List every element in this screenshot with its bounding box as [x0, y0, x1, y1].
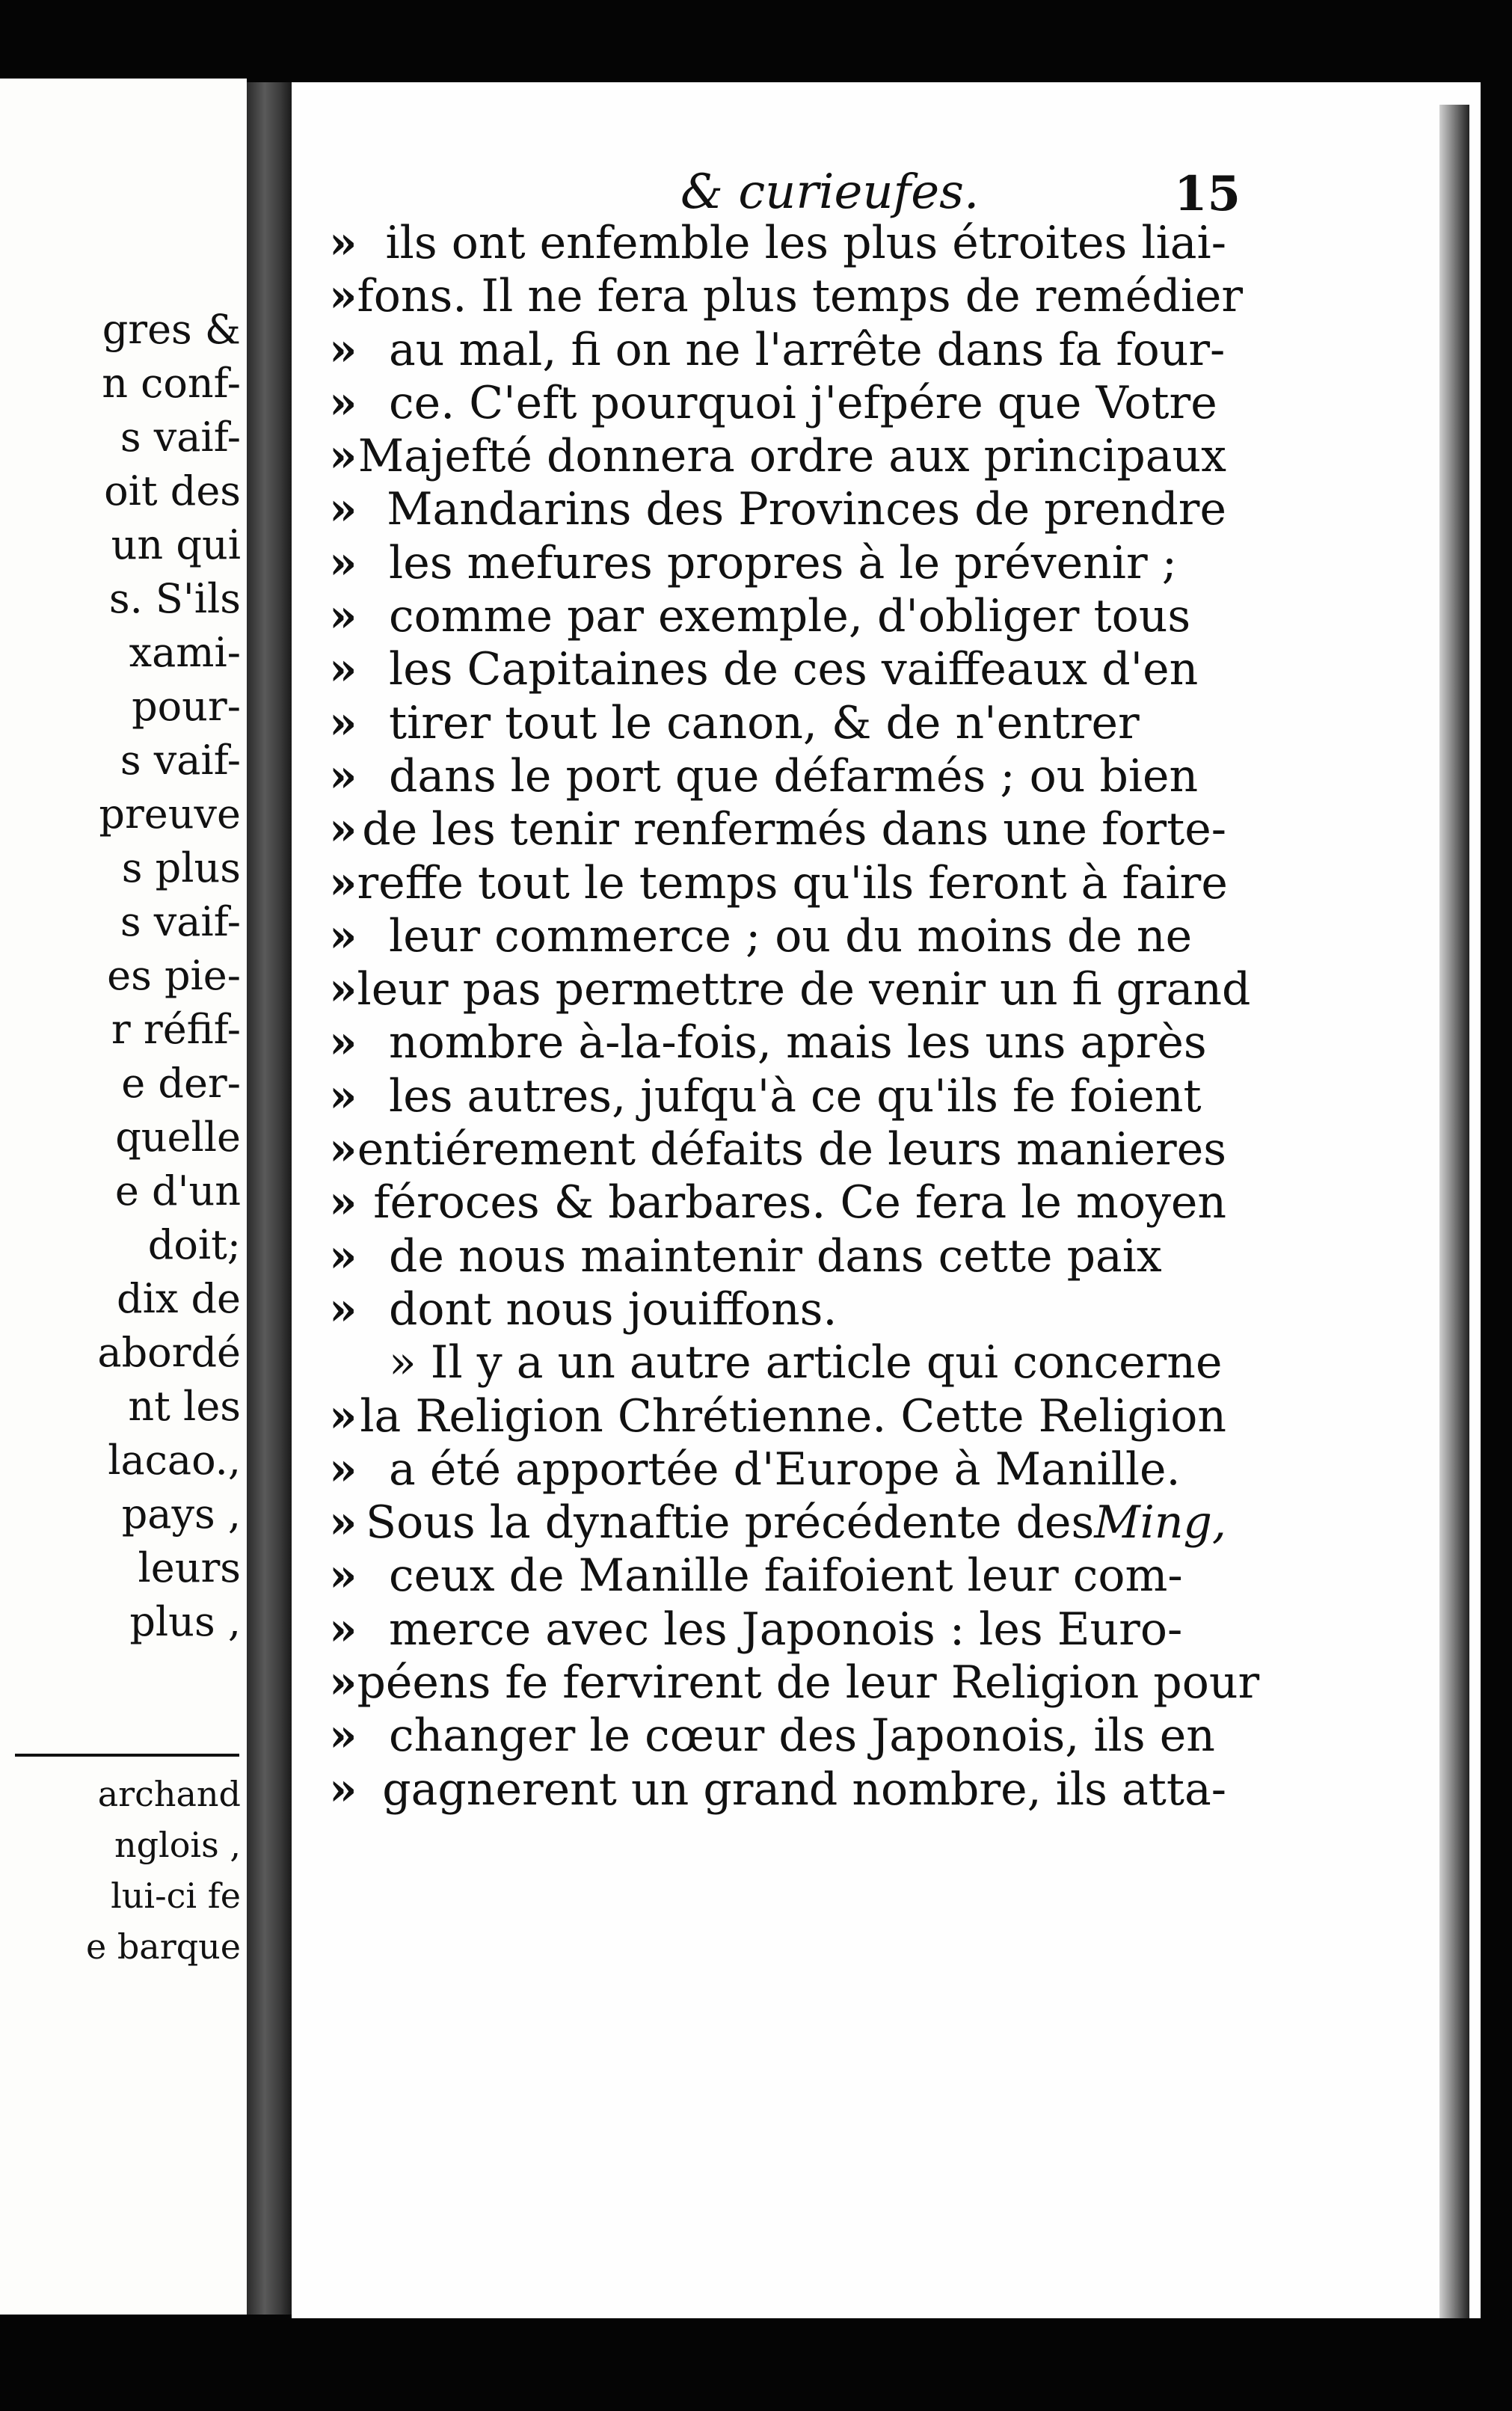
left-line: xami- — [129, 629, 241, 676]
line-text: ils ont enfemble les plus étroites liai- — [385, 217, 1226, 269]
text-line — [329, 1710, 1226, 1763]
left-line: nt les — [128, 1383, 241, 1430]
footnote-line: nglois , — [114, 1825, 241, 1865]
left-line: n conf- — [102, 360, 241, 407]
text-line — [329, 270, 1244, 323]
text-line — [329, 1550, 1226, 1603]
quote-mark: » — [329, 1069, 357, 1122]
quote-mark: » — [329, 1443, 357, 1496]
quote-mark: » — [329, 1710, 357, 1763]
text-line — [329, 590, 1226, 643]
running-title: & curieufes. — [680, 165, 980, 220]
page-number: 15 — [1174, 166, 1241, 222]
quote-mark: » — [329, 1603, 357, 1656]
quote-mark: » — [329, 1656, 357, 1710]
line-text: dans le port que défarmés ; ou bien — [389, 749, 1199, 802]
text-line — [329, 377, 1226, 430]
footnote-line: lui-ci fe — [111, 1876, 241, 1916]
left-page-text — [0, 303, 247, 1649]
quote-mark: » — [329, 1550, 357, 1603]
text-line — [329, 1603, 1226, 1656]
line-text: reffe tout le temps qu'ils feront à faire — [357, 856, 1228, 909]
footnote-line: e barque — [86, 1926, 241, 1967]
quote-mark: » — [329, 1229, 357, 1283]
line-text: les autres, jufqu'à ce qu'ils fe foient — [389, 1069, 1202, 1122]
quote-mark: » — [329, 963, 357, 1016]
quote-mark: » — [329, 749, 357, 802]
text-line — [329, 1176, 1226, 1229]
book-gutter — [247, 82, 292, 2315]
text-line — [329, 1390, 1226, 1443]
left-line: e der- — [121, 1060, 241, 1107]
italic-word: Ming, — [1094, 1496, 1226, 1550]
line-text: leur commerce ; ou du moins de ne — [389, 909, 1193, 962]
line-text: comme par exemple, d'obliger tous — [389, 590, 1191, 643]
left-line: plus , — [129, 1598, 241, 1645]
quote-mark: » — [329, 430, 357, 483]
line-text: ceux de Manille faifoient leur com- — [389, 1550, 1183, 1603]
text-line — [329, 697, 1226, 750]
quote-mark: » — [329, 1389, 357, 1443]
left-line: un qui — [111, 521, 241, 568]
text-line — [329, 1443, 1226, 1496]
line-text: Majefté donnera ordre aux principaux — [357, 430, 1226, 483]
line-text: la Religion Chrétienne. Cette Religion — [360, 1389, 1226, 1443]
line-text: a été apportée d'Europe à Manille. — [389, 1443, 1181, 1496]
quote-mark: » — [329, 483, 357, 536]
line-text: entiérement défaits de leurs manieres — [357, 1123, 1226, 1176]
quote-mark: » — [329, 1496, 357, 1550]
text-line — [329, 1283, 1226, 1336]
line-text: changer le cœur des Japonois, ils en — [389, 1710, 1215, 1763]
text-line — [329, 803, 1226, 856]
text-line — [329, 1496, 1226, 1550]
left-line: s. S'ils — [108, 575, 241, 622]
text-line — [329, 217, 1226, 270]
line-text: merce avec les Japonois : les Euro- — [389, 1603, 1183, 1656]
line-text: Mandarins des Provinces de prendre — [387, 483, 1226, 536]
line-text: ce. C'eft pourquoi j'efpére que Votre — [389, 376, 1217, 429]
line-text: péens fe fervirent de leur Religion pour — [357, 1656, 1260, 1710]
quote-mark: » — [329, 909, 357, 962]
text-line — [329, 483, 1226, 536]
left-line: doit; — [147, 1221, 241, 1268]
page-edge-shadow — [1439, 105, 1469, 2318]
line-text: » Il y a un autre article qui concerne — [389, 1336, 1223, 1389]
quote-mark: » — [329, 1016, 357, 1069]
quote-mark: » — [329, 643, 357, 696]
left-line: gres & — [102, 306, 241, 353]
quote-mark: » — [329, 1763, 357, 1816]
left-line: s vaif- — [120, 898, 241, 945]
left-line: lacao., — [108, 1437, 241, 1484]
quote-mark: » — [329, 696, 357, 749]
text-line — [329, 750, 1226, 803]
left-line: dix de — [117, 1275, 241, 1322]
line-text: de les tenir renfermés dans une forte- — [362, 803, 1226, 856]
quote-mark: » — [329, 536, 357, 589]
line-text: dont nous jouiffons. — [389, 1283, 838, 1336]
left-page-footnote — [0, 1769, 247, 1972]
text-line — [329, 1016, 1226, 1069]
left-line: r réfif- — [111, 1006, 241, 1053]
line-text: nombre à-la-fois, mais les uns après — [389, 1016, 1207, 1069]
left-line: abordé — [97, 1329, 241, 1376]
text-line — [329, 643, 1226, 696]
left-line: quelle — [115, 1114, 241, 1161]
quote-mark: » — [329, 323, 357, 376]
text-line — [329, 430, 1226, 483]
left-line: es pie- — [107, 952, 241, 999]
line-text: fons. Il ne fera plus temps de remédier — [357, 270, 1244, 323]
text-line — [329, 857, 1226, 910]
quote-mark: » — [329, 270, 357, 323]
quote-mark: » — [329, 1283, 357, 1336]
quote-mark: » — [329, 1176, 357, 1229]
left-line: preuve — [99, 790, 241, 838]
left-line: s vaif- — [120, 414, 241, 461]
line-text: les Capitaines de ces vaiffeaux d'en — [389, 643, 1199, 696]
line-text: tirer tout le canon, & de n'entrer — [389, 696, 1140, 749]
text-line — [329, 1123, 1226, 1176]
text-line — [329, 1230, 1226, 1283]
line-text: de nous maintenir dans cette paix — [389, 1229, 1162, 1283]
quote-mark: » — [329, 1123, 357, 1176]
line-text: féroces & barbares. Ce fera le moyen — [373, 1176, 1226, 1229]
left-line: leurs — [138, 1544, 241, 1591]
line-text: au mal, fi on ne l'arrête dans fa four- — [389, 323, 1226, 376]
quote-mark: » — [329, 217, 357, 269]
text-line — [329, 324, 1226, 377]
left-line: oit des — [104, 467, 241, 515]
text-line — [329, 1656, 1260, 1710]
quote-mark: » — [329, 803, 357, 856]
scan-border — [0, 2356, 1512, 2411]
left-page — [0, 79, 247, 2315]
quote-mark: » — [329, 376, 357, 429]
left-line: s vaif- — [120, 737, 241, 784]
footnote-rule — [15, 1754, 239, 1757]
footnote-line: archand — [97, 1774, 241, 1814]
left-line: pour- — [132, 683, 241, 730]
text-line — [329, 963, 1251, 1016]
quote-mark: » — [329, 590, 357, 643]
quote-mark: » — [329, 856, 357, 909]
text-line — [329, 1336, 1226, 1389]
line-text: les mefures propres à le prévenir ; — [389, 536, 1177, 589]
line-text: Sous la dynaftie précédente des — [366, 1496, 1095, 1550]
left-line: s plus — [121, 844, 241, 891]
line-text: gagnerent un grand nombre, ils atta- — [382, 1763, 1226, 1816]
left-line: e d'un — [114, 1167, 241, 1214]
left-line: pays , — [121, 1490, 241, 1538]
text-line — [329, 910, 1226, 963]
body-text — [329, 217, 1260, 1816]
line-text: leur pas permettre de venir un fi grand — [357, 963, 1251, 1016]
text-line — [329, 1763, 1226, 1816]
text-line — [329, 537, 1226, 590]
text-line — [329, 1070, 1226, 1123]
